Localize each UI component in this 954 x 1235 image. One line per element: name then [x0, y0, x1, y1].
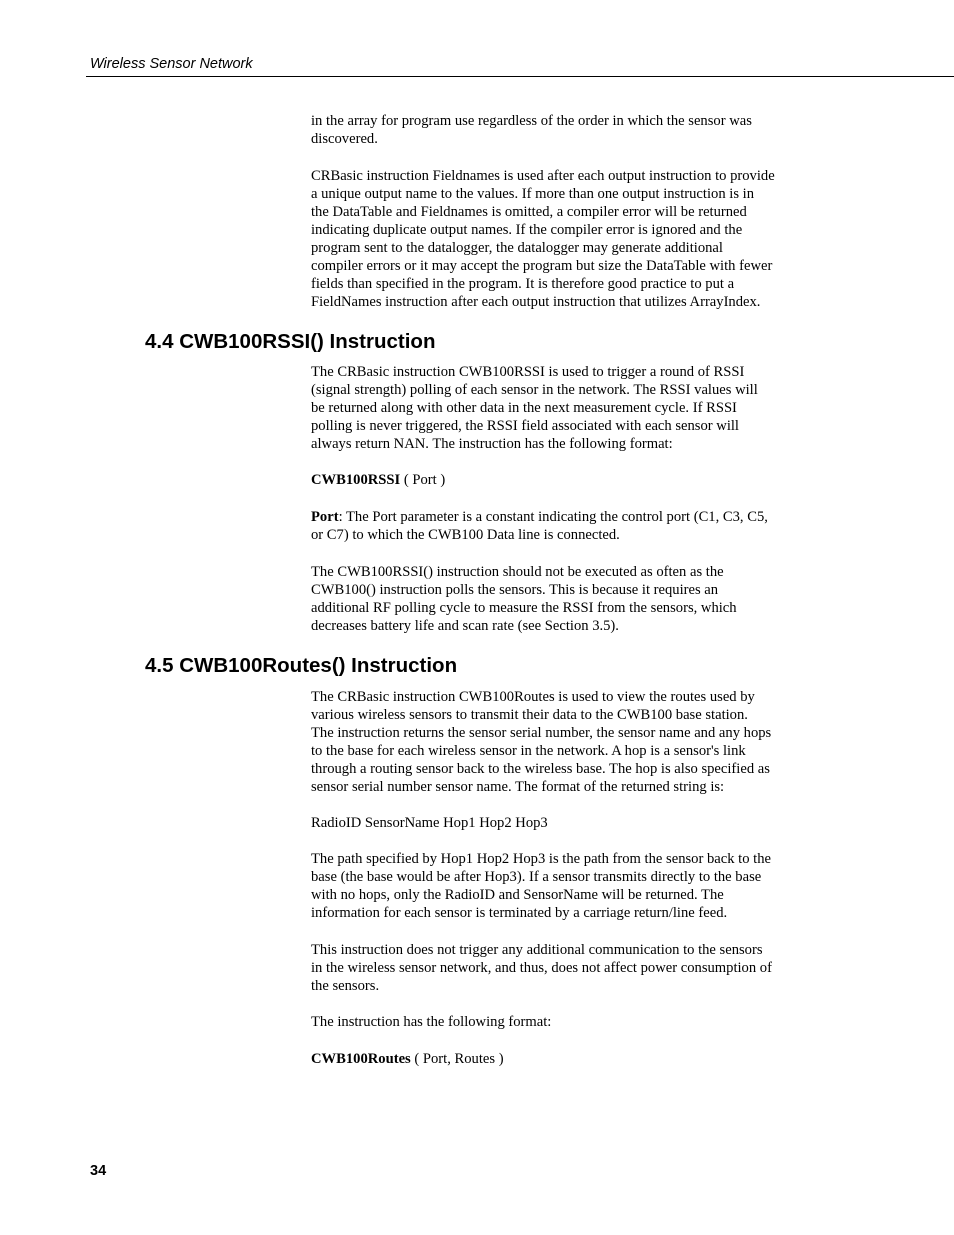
- section-4-5-paragraph-1: The CRBasic instruction CWB100Routes is used to view the routes used by various wireless sensors to transmit their data to the CWB100 base station. The instruction returns the sensor serial number, the sensor name and any hops to the base for each wireless sensor in the network. A hop is a sensor's link through a routing sensor back to the wireless base. The hop is also specified as sensor serial number sensor name. The format of the returned string is:: [311, 689, 772, 795]
- running-header: Wireless Sensor Network: [90, 56, 253, 72]
- section-4-5-paragraph-3: The path specified by Hop1 Hop2 Hop3 is the path from the sensor back to the base (the base would be after Hop3). If a sensor transmits directly to the base with no hops, only the RadioID and SensorName will be returned. The information for each sensor is terminated by a carriage return/line feed.: [311, 851, 772, 921]
- section-4-5-return-format: RadioID SensorName Hop1 Hop2 Hop3: [311, 815, 548, 831]
- section-4-5-paragraph-4: This instruction does not trigger any additional communication to the sensors in the wireless sensor network, and thus, does not affect power consumption of the sensors.: [311, 942, 772, 994]
- intro-paragraph-1: in the array for program use regardless of the order in which the sensor was discovered.: [311, 113, 752, 147]
- section-heading-4-5: 4.5 CWB100Routes() Instruction: [145, 654, 458, 677]
- header-rule: [86, 76, 954, 77]
- intro-paragraph-2: CRBasic instruction Fieldnames is used after each output instruction to provide a unique output name to the values. If more than one output instruction is in the DataTable and Fieldnames is omitted, a compiler error will be returned indicating duplicate output names. If the compiler error is ignored and the program sent to the datalogger, the datalogger may generate additional compiler errors or it may accept the program but size the DataTable with fewer fields than specified in the program. It is therefore good practice to put a FieldNames instruction after each output instruction that utilizes ArrayIndex.: [311, 168, 775, 310]
- parameter-description: : The Port parameter is a constant indicating the control port (C1, C3, C5, or C7) to which the CWB100 Data line is connected.: [311, 509, 768, 543]
- instruction-args: ( Port ): [400, 472, 446, 488]
- instruction-name: CWB100RSSI: [311, 472, 401, 488]
- instruction-name: CWB100Routes: [311, 1051, 411, 1067]
- section-heading-4-4: 4.4 CWB100RSSI() Instruction: [145, 330, 436, 353]
- section-4-4-format-line: [311, 471, 811, 489]
- page-number: 34: [90, 1163, 107, 1179]
- section-4-5-format-line: [311, 1050, 811, 1068]
- section-4-5-paragraph-5: The instruction has the following format:: [311, 1014, 552, 1030]
- section-4-4-paragraph-1: The CRBasic instruction CWB100RSSI is used to trigger a round of RSSI (signal strength) polling of each sensor in the network. The RSSI values will be returned along with other data in the next measurement cycle. If RSSI polling is never triggered, the RSSI field associated with each sensor will always return NAN. The instruction has the following format:: [311, 364, 758, 452]
- instruction-args: ( Port, Routes ): [410, 1051, 504, 1067]
- parameter-name: Port: [311, 509, 339, 525]
- section-4-4-parameter: [311, 508, 811, 544]
- section-4-4-paragraph-3: The CWB100RSSI() instruction should not be executed as often as the CWB100() instruction polls the sensors. This is because it requires an additional RF polling cycle to measure the RSSI from the sensors, which decreases battery life and scan rate (see Section 3.5).: [311, 564, 737, 634]
